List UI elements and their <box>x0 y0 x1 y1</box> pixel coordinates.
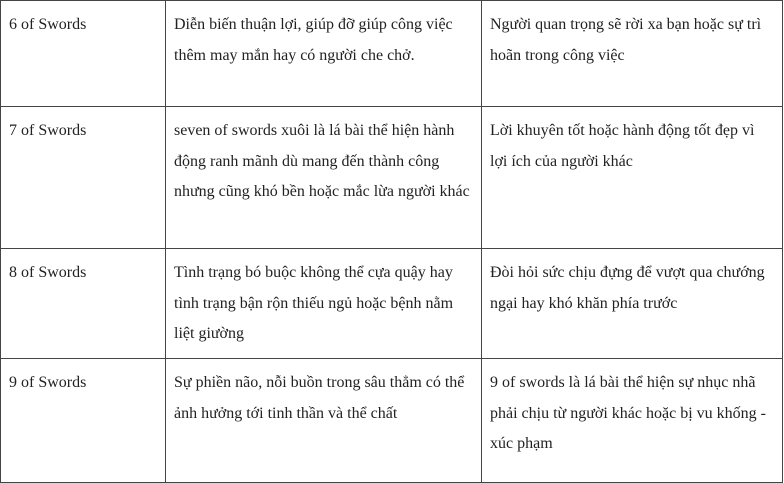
table-row <box>1 359 783 483</box>
table-row <box>1 249 783 359</box>
table-row <box>1 107 783 249</box>
reversed-meaning-cell: Lời khuyên tốt hoặc hành động tốt đẹp vì lợi ích của người khác <box>482 107 783 249</box>
table-row <box>1 1 783 107</box>
card-name-cell: 8 of Swords <box>1 249 166 359</box>
card-name-cell: 9 of Swords <box>1 359 166 483</box>
upright-meaning-cell: seven of swords xuôi là lá bài thể hiện hành động ranh mãnh dù mang đến thành công nhưng cũng khó bền hoặc mắc lừa người khác <box>166 107 482 249</box>
upright-meaning-cell: Diễn biến thuận lợi, giúp đỡ giúp công việc thêm may mắn hay có người che chở. <box>166 1 482 107</box>
reversed-meaning-cell: 9 of swords là lá bài thể hiện sự nhục nhã phải chịu từ người khác hoặc bị vu khống - xúc phạm <box>482 359 783 483</box>
card-name-cell: 7 of Swords <box>1 107 166 249</box>
card-name-cell: 6 of Swords <box>1 1 166 107</box>
upright-meaning-cell: Sự phiền não, nỗi buồn trong sâu thẳm có thể ảnh hưởng tới tinh thần và thể chất <box>166 359 482 483</box>
upright-meaning-cell: Tình trạng bó buộc không thể cựa quậy hay tình trạng bận rộn thiếu ngủ hoặc bệnh nằm liệt giường <box>166 249 482 359</box>
reversed-meaning-cell: Đòi hỏi sức chịu đựng để vượt qua chướng ngại hay khó khăn phía trước <box>482 249 783 359</box>
reversed-meaning-cell: Người quan trọng sẽ rời xa bạn hoặc sự trì hoãn trong công việc <box>482 1 783 107</box>
